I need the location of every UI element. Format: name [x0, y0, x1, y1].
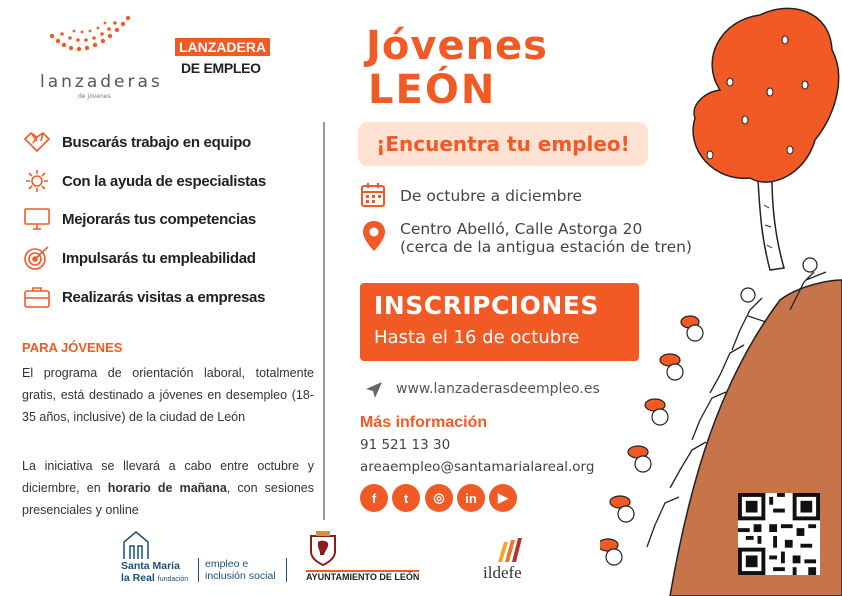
- location-line-1: Centro Abelló, Calle Astorga 20: [400, 220, 643, 238]
- sponsor-divider: [198, 558, 199, 582]
- email-address[interactable]: areaempleo@santamarialareal.org: [360, 459, 595, 475]
- tagline: ¡Encuentra tu empleo!: [376, 132, 630, 156]
- instagram-icon[interactable]: ◎: [425, 484, 453, 512]
- youtube-icon[interactable]: ▶: [489, 484, 517, 512]
- para-jovenes-title: PARA JÓVENES: [22, 340, 123, 355]
- leon-coat-of-arms-icon: [308, 530, 338, 566]
- lanzadera-badge: LANZADERA: [175, 38, 270, 56]
- logo-subtitle: de jóvenes: [78, 93, 111, 100]
- inscripciones-deadline: Hasta el 16 de octubre: [374, 327, 580, 348]
- vertical-divider: [323, 122, 325, 520]
- mas-info-title: Más información: [360, 414, 488, 431]
- santa-maria-tagline: empleo e inclusión social: [205, 558, 276, 582]
- santa-maria-building-icon: [121, 530, 151, 560]
- location-line-2: (cerca de la antigua estación de tren): [400, 238, 692, 256]
- feature-item: Mejorarás tus competencias: [22, 206, 256, 232]
- ildefe-logo-mark: [494, 536, 526, 564]
- feature-item: Buscarás trabajo en equipo: [22, 129, 251, 155]
- monitor-icon: [22, 206, 52, 232]
- title-line-1: Jóvenes: [366, 23, 548, 69]
- target-icon: [22, 245, 52, 271]
- dates-text: De octubre a diciembre: [400, 187, 583, 205]
- ayuntamiento-leon-text: AYUNTAMIENTO DE LEÓN: [306, 572, 420, 582]
- para-jovenes-paragraph-2: La iniciativa se llevará a cabo entre octubre y diciembre, en horario de mañana, con sesiones presenciales y online: [22, 459, 314, 517]
- de-empleo-badge: DE EMPLEO: [181, 60, 261, 76]
- ildefe-text: ildefe: [483, 563, 522, 582]
- feature-item: Impulsarás tu empleabilidad: [22, 245, 256, 271]
- logo-wordmark: lanzaderas: [40, 72, 163, 92]
- feature-item: Realizarás visitas a empresas: [22, 284, 265, 310]
- send-arrow-icon: [364, 380, 384, 400]
- inscripciones-title: INSCRIPCIONES: [374, 291, 599, 320]
- linkedin-icon[interactable]: in: [457, 484, 485, 512]
- santa-maria-logo-text: Santa María la Real fundación: [121, 560, 189, 584]
- calendar-icon: [360, 182, 386, 208]
- sponsor-divider: [286, 558, 287, 582]
- briefcase-icon: [22, 284, 52, 310]
- location-pin-icon: [362, 220, 386, 252]
- twitter-icon[interactable]: t: [392, 484, 420, 512]
- horario-highlight: horario de mañana: [107, 481, 227, 495]
- gear-icon: [22, 168, 52, 194]
- title-line-2: LEÓN: [368, 67, 497, 113]
- lanzaderas-logo-dots: [48, 14, 138, 64]
- facebook-icon[interactable]: f: [360, 484, 388, 512]
- feature-item: Con la ayuda de especialistas: [22, 168, 266, 194]
- website-link[interactable]: www.lanzaderasdeempleo.es: [396, 381, 600, 397]
- para-jovenes-paragraph-1: El programa de orientación laboral, totalmente gratis, está destinado a jóvenes en desempleo (18-35 años, inclusive) de la ciudad de León: [22, 366, 314, 424]
- qr-code[interactable]: [738, 493, 820, 575]
- handshake-icon: [22, 129, 52, 155]
- phone-number[interactable]: 91 521 13 30: [360, 437, 451, 453]
